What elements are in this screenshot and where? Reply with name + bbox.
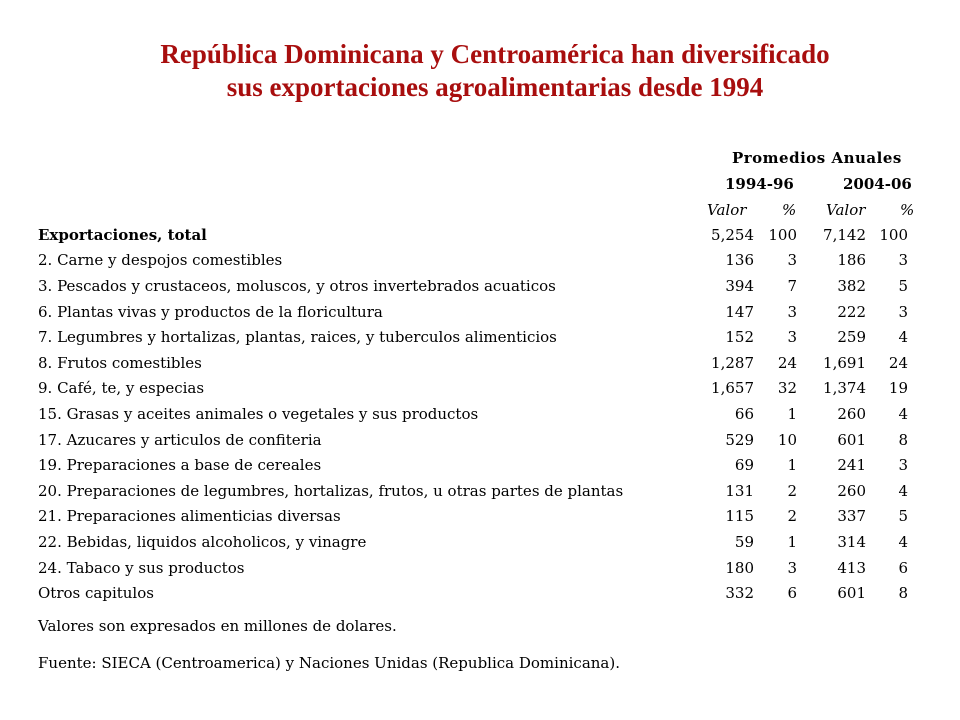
row-pct-2004-06: 5	[898, 507, 908, 526]
row-valor-1994-96: 332	[725, 584, 754, 603]
row-pct-1994-96: 7	[787, 276, 797, 295]
row-pct-2004-06: 8	[898, 430, 908, 449]
table-row	[38, 350, 908, 376]
table-row	[38, 299, 908, 325]
row-pct-2004-06: 4	[898, 532, 908, 551]
row-pct-1994-96: 3	[787, 558, 797, 577]
slide-title-line-1: República Dominicana y Centroamérica han diversificado	[160, 39, 830, 69]
row-valor-1994-96: 529	[725, 430, 754, 449]
row-label: 22. Bebidas, liquidos alcoholicos, y vinagre	[38, 532, 367, 551]
source-note: Fuente: SIECA (Centroamerica) y Naciones Unidas (Republica Dominicana).	[38, 654, 620, 672]
row-pct-2004-06: 3	[898, 302, 908, 321]
row-valor-2004-06: 413	[837, 558, 866, 577]
table-row	[38, 273, 908, 299]
row-label: 7. Legumbres y hortalizas, plantas, raices, y tuberculos alimenticios	[38, 328, 557, 347]
row-valor-1994-96: 147	[725, 302, 754, 321]
row-pct-2004-06: 100	[879, 225, 908, 244]
row-label: Otros capitulos	[38, 584, 154, 603]
row-label: 2. Carne y despojos comestibles	[38, 251, 283, 270]
table-row	[38, 555, 908, 581]
row-pct-1994-96: 3	[787, 302, 797, 321]
row-valor-2004-06: 222	[837, 302, 866, 321]
row-valor-2004-06: 382	[837, 276, 866, 295]
row-valor-2004-06: 601	[837, 584, 866, 603]
row-pct-2004-06: 19	[888, 379, 908, 398]
row-label: 3. Pescados y crustaceos, moluscos, y otros invertebrados acuaticos	[38, 276, 556, 295]
row-label: Exportaciones, total	[38, 225, 207, 244]
row-valor-2004-06: 314	[837, 532, 866, 551]
row-pct-1994-96: 10	[777, 430, 797, 449]
row-valor-2004-06: 601	[837, 430, 866, 449]
row-pct-2004-06: 24	[888, 353, 908, 372]
row-valor-1994-96: 5,254	[711, 225, 754, 244]
row-pct-1994-96: 3	[787, 328, 797, 347]
header-period-2004-06: 2004-06	[843, 175, 912, 193]
table-row	[38, 580, 908, 606]
row-label: 17. Azucares y articulos de confiteria	[38, 430, 322, 449]
row-pct-1994-96: 2	[787, 507, 797, 526]
table-row-total	[38, 222, 908, 248]
row-valor-1994-96: 136	[725, 251, 754, 270]
row-valor-1994-96: 59	[734, 532, 754, 551]
row-pct-1994-96: 6	[787, 584, 797, 603]
row-pct-2004-06: 4	[898, 404, 908, 423]
row-valor-1994-96: 66	[734, 404, 754, 423]
row-label: 21. Preparaciones alimenticias diversas	[38, 507, 341, 526]
row-pct-1994-96: 1	[787, 404, 797, 423]
row-valor-1994-96: 152	[725, 328, 754, 347]
row-label: 20. Preparaciones de legumbres, hortalizas, frutos, u otras partes de plantas	[38, 481, 624, 500]
row-valor-1994-96: 131	[725, 481, 754, 500]
header-pct-1: %	[782, 201, 797, 219]
slide-title-line-2: sus exportaciones agroalimentarias desde 1994	[226, 72, 764, 102]
row-pct-2004-06: 3	[898, 456, 908, 475]
slide-title	[0, 38, 960, 104]
table-row	[38, 401, 908, 427]
row-valor-2004-06: 1,374	[823, 379, 866, 398]
row-label: 9. Café, te, y especias	[38, 379, 205, 398]
table-row	[38, 504, 908, 530]
row-valor-1994-96: 1,287	[711, 353, 754, 372]
header-pct-2: %	[900, 201, 915, 219]
row-valor-2004-06: 1,691	[823, 353, 866, 372]
table-row	[38, 478, 908, 504]
row-pct-1994-96: 1	[787, 532, 797, 551]
row-valor-2004-06: 260	[837, 481, 866, 500]
row-label: 15. Grasas y aceites animales o vegetales y sus productos	[38, 404, 479, 423]
row-pct-2004-06: 5	[898, 276, 908, 295]
row-valor-2004-06: 7,142	[823, 225, 866, 244]
row-label: 6. Plantas vivas y productos de la floricultura	[38, 302, 383, 321]
row-valor-2004-06: 186	[837, 251, 866, 270]
header-valor-1: Valor	[707, 201, 747, 219]
units-note: Valores son expresados en millones de dolares.	[38, 617, 397, 635]
row-pct-2004-06: 3	[898, 251, 908, 270]
row-pct-2004-06: 4	[898, 328, 908, 347]
row-pct-2004-06: 6	[898, 558, 908, 577]
row-valor-2004-06: 337	[837, 507, 866, 526]
row-label: 8. Frutos comestibles	[38, 353, 202, 372]
header-valor-2: Valor	[826, 201, 866, 219]
row-label: 24. Tabaco y sus productos	[38, 558, 245, 577]
header-promedios-anuales: Promedios Anuales	[732, 149, 902, 167]
row-valor-1994-96: 69	[734, 456, 754, 475]
row-pct-1994-96: 3	[787, 251, 797, 270]
table-row	[38, 324, 908, 350]
header-period-1994-96: 1994-96	[725, 175, 794, 193]
row-pct-2004-06: 8	[898, 584, 908, 603]
row-valor-2004-06: 259	[837, 328, 866, 347]
exports-table	[38, 222, 908, 606]
row-label: 19. Preparaciones a base de cereales	[38, 456, 322, 475]
row-valor-1994-96: 180	[725, 558, 754, 577]
row-pct-1994-96: 100	[768, 225, 797, 244]
row-pct-1994-96: 2	[787, 481, 797, 500]
row-pct-1994-96: 1	[787, 456, 797, 475]
row-valor-1994-96: 115	[725, 507, 754, 526]
table-row	[38, 376, 908, 402]
row-valor-2004-06: 260	[837, 404, 866, 423]
row-valor-1994-96: 1,657	[711, 379, 754, 398]
table-row	[38, 452, 908, 478]
row-pct-1994-96: 24	[777, 353, 797, 372]
row-valor-2004-06: 241	[837, 456, 866, 475]
table-row	[38, 248, 908, 274]
row-valor-1994-96: 394	[725, 276, 754, 295]
table-row	[38, 529, 908, 555]
row-pct-1994-96: 32	[777, 379, 797, 398]
table-row	[38, 427, 908, 453]
row-pct-2004-06: 4	[898, 481, 908, 500]
